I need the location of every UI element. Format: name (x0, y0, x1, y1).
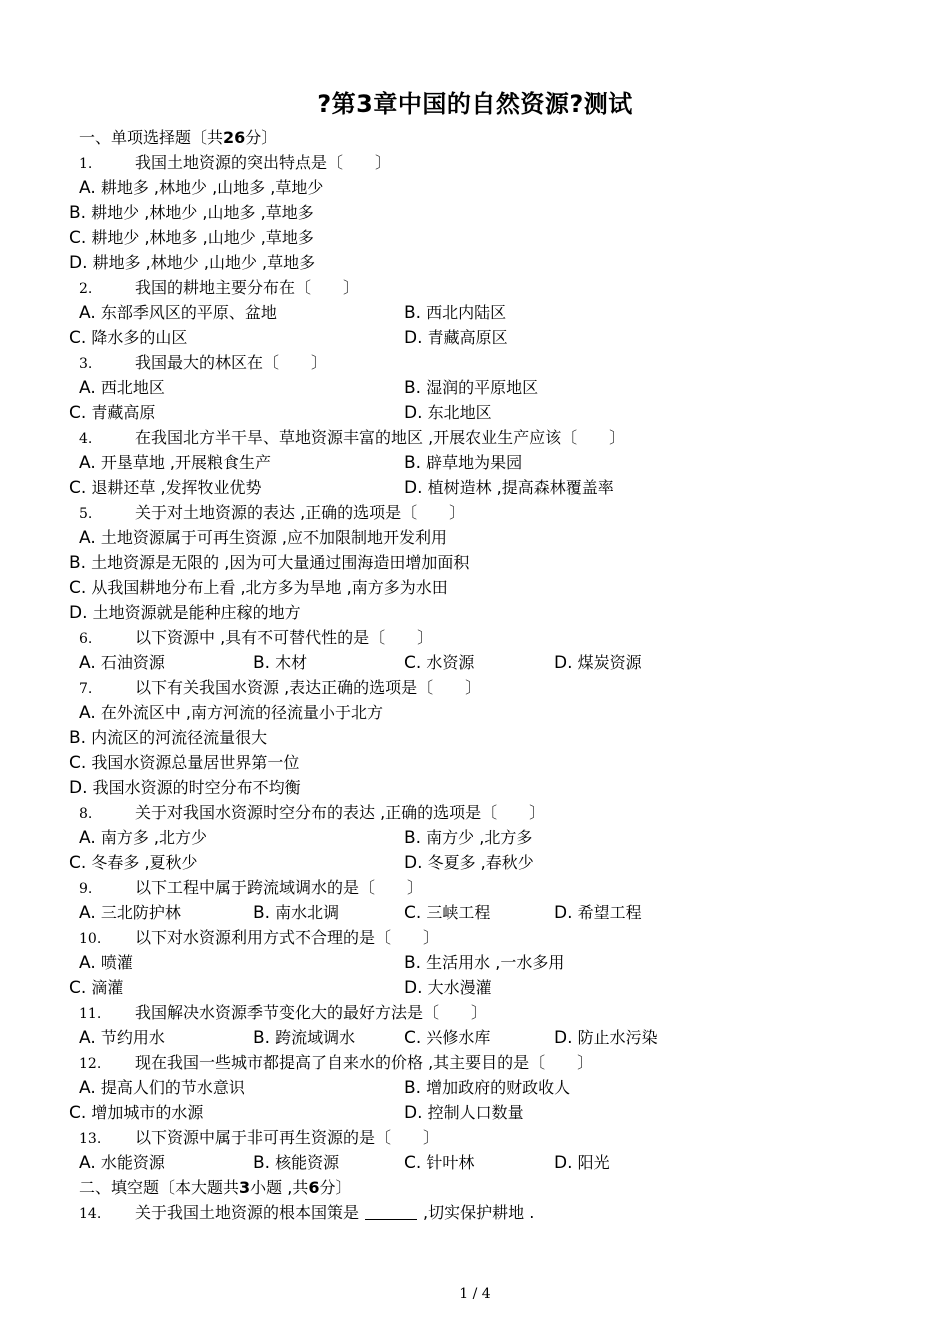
option-text: 跨流域调水 (275, 1028, 356, 1047)
option-label: B. (253, 1153, 271, 1173)
answer-option[interactable] (404, 452, 522, 474)
option-text: 水资源 (426, 653, 475, 672)
option-label: D. (404, 978, 423, 998)
option-label: A. (79, 528, 96, 548)
option-label: B. (404, 1078, 422, 1098)
question-stem-line (79, 277, 359, 300)
answer-option[interactable] (79, 652, 165, 674)
option-label: A. (79, 828, 96, 848)
answer-option[interactable] (69, 227, 314, 249)
answer-option[interactable] (253, 1027, 355, 1049)
option-text: 开垦草地 ,开展粮食生产 (100, 453, 272, 472)
option-label: B. (69, 553, 87, 573)
answer-option[interactable] (79, 952, 133, 974)
option-text: 控制人口数量 (427, 1103, 524, 1122)
answer-option[interactable] (69, 477, 262, 499)
option-label: B. (253, 1028, 271, 1048)
option-text: 东部季风区的平原、盆地 (100, 303, 277, 322)
answer-option[interactable] (69, 577, 448, 599)
answer-option[interactable] (69, 327, 187, 349)
question-stem: 以下对水资源利用方式不合理的是〔 〕 (135, 928, 440, 947)
option-label: C. (69, 403, 87, 423)
question-number: 13. (79, 1131, 102, 1147)
option-text: 西北地区 (100, 378, 165, 397)
option-text: 降水多的山区 (91, 328, 188, 347)
question-number: 6. (79, 631, 93, 647)
option-text: 增加政府的财政收人 (426, 1078, 571, 1097)
answer-option[interactable] (404, 1077, 570, 1099)
question-stem: 关于对土地资源的表达 ,正确的选项是〔 〕 (135, 503, 466, 522)
option-label: B. (253, 653, 271, 673)
answer-option[interactable] (404, 377, 538, 399)
answer-option[interactable] (253, 1152, 339, 1174)
answer-option[interactable] (404, 952, 564, 974)
option-label: B. (69, 728, 87, 748)
option-text: 南方多 ,北方少 (100, 828, 208, 847)
answer-option[interactable] (554, 1152, 610, 1174)
option-label: D. (404, 478, 423, 498)
option-label: B. (404, 378, 422, 398)
answer-option[interactable] (404, 652, 474, 674)
option-text: 耕地多 ,林地少 ,山地多 ,草地少 (100, 178, 324, 197)
option-text: 水能资源 (100, 1153, 165, 1172)
option-text: 石油资源 (100, 653, 165, 672)
answer-option[interactable] (69, 977, 123, 999)
question-stem-line (79, 877, 423, 900)
answer-option[interactable] (404, 327, 508, 349)
answer-option[interactable] (79, 1152, 165, 1174)
option-text: 青藏高原区 (427, 328, 508, 347)
option-text: 煤炭资源 (577, 653, 642, 672)
option-text: 植树造林 ,提高森林覆盖率 (427, 478, 614, 497)
option-text: 在外流区中 ,南方河流的径流量小于北方 (100, 703, 384, 722)
question-number: 10. (79, 931, 102, 947)
option-label: D. (69, 778, 88, 798)
option-text: 大水漫灌 (427, 978, 492, 997)
option-text: 青藏高原 (91, 403, 156, 422)
option-label: A. (79, 903, 96, 923)
question-number: 12. (79, 1056, 102, 1072)
option-text: 耕地少 ,林地少 ,山地多 ,草地多 (91, 203, 314, 222)
option-label: C. (69, 853, 87, 873)
option-text: 核能资源 (275, 1153, 340, 1172)
option-label: C. (404, 1028, 422, 1048)
option-text: 滴灌 (91, 978, 124, 997)
question-stem-line (79, 427, 625, 450)
question-stem-line (79, 627, 433, 650)
answer-option[interactable] (404, 902, 490, 924)
option-label: C. (69, 328, 87, 348)
question-stem-line (79, 1052, 593, 1075)
question-stem-line (79, 1127, 439, 1150)
answer-option[interactable] (69, 752, 299, 774)
question-stem-line (79, 502, 465, 525)
answer-option[interactable] (79, 702, 383, 724)
option-label: C. (69, 478, 87, 498)
option-text: 针叶林 (426, 1153, 475, 1172)
option-label: C. (404, 903, 422, 923)
option-label: A. (79, 178, 96, 198)
question-number: 7. (79, 681, 93, 697)
option-text: 湿润的平原地区 (426, 378, 539, 397)
section-heading-choice: 一、单项选择题〔共26分〕 (79, 128, 278, 147)
option-text: 东北地区 (427, 403, 492, 422)
option-text: 增加城市的水源 (91, 1103, 204, 1122)
option-text: 内流区的河流径流量很大 (91, 728, 268, 747)
answer-option[interactable] (79, 902, 181, 924)
answer-option[interactable] (69, 727, 267, 749)
answer-option[interactable] (79, 527, 447, 549)
question-stem: 以下资源中属于非可再生资源的是〔 〕 (135, 1128, 440, 1147)
answer-option[interactable] (404, 302, 506, 324)
option-text: 辟草地为果园 (426, 453, 523, 472)
option-label: A. (79, 1028, 96, 1048)
option-label: C. (69, 228, 87, 248)
section-heading-fill: 二、填空题〔本大题共3小题 ,共6分〕 (79, 1178, 352, 1197)
option-text: 土地资源是无限的 ,因为可大量通过围海造田增加面积 (91, 553, 470, 572)
option-label: C. (69, 578, 87, 598)
option-text: 希望工程 (577, 903, 642, 922)
answer-option[interactable] (69, 402, 155, 424)
option-label: B. (404, 453, 422, 473)
answer-option[interactable] (404, 827, 532, 849)
answer-option[interactable] (79, 452, 271, 474)
question-stem: 以下有关我国水资源 ,表达正确的选项是〔 〕 (135, 678, 482, 697)
answer-option[interactable] (404, 1102, 524, 1124)
question-number: 8. (79, 806, 93, 822)
answer-option[interactable] (404, 402, 492, 424)
option-label: A. (79, 378, 96, 398)
option-text: 防止水污染 (577, 1028, 658, 1047)
option-text: 木材 (275, 653, 308, 672)
answer-option[interactable] (69, 202, 314, 224)
answer-option[interactable] (79, 177, 323, 199)
option-label: D. (404, 403, 423, 423)
answer-option[interactable] (79, 1077, 245, 1099)
option-text: 阳光 (577, 1153, 610, 1172)
option-label: D. (404, 1103, 423, 1123)
option-label: C. (404, 653, 422, 673)
option-label: C. (404, 1153, 422, 1173)
answer-option[interactable] (69, 552, 469, 574)
option-label: B. (69, 203, 87, 223)
answer-option[interactable] (404, 1027, 490, 1049)
option-label: D. (554, 653, 573, 673)
option-label: C. (69, 978, 87, 998)
option-label: D. (69, 253, 88, 273)
answer-option[interactable] (253, 902, 339, 924)
answer-option[interactable] (69, 252, 315, 274)
option-text: 退耕还草 ,发挥牧业优势 (91, 478, 262, 497)
question-stem: 我国最大的林区在〔 〕 (135, 353, 328, 372)
question-stem: 现在我国一些城市都提高了自来水的价格 ,其主要目的是〔 〕 (135, 1053, 594, 1072)
answer-option[interactable] (79, 827, 207, 849)
answer-option[interactable] (404, 852, 534, 874)
question-number: 14. (79, 1206, 102, 1222)
option-text: 土地资源属于可再生资源 ,应不加限制地开发利用 (100, 528, 448, 547)
question-number: 4. (79, 431, 93, 447)
option-text: 南水北调 (275, 903, 340, 922)
option-label: A. (79, 653, 96, 673)
answer-option[interactable] (79, 1027, 165, 1049)
option-text: 兴修水库 (426, 1028, 491, 1047)
page-number: 1 / 4 (459, 1286, 491, 1302)
answer-option[interactable] (404, 1152, 474, 1174)
option-label: B. (404, 303, 422, 323)
question-stem-line (79, 677, 481, 700)
option-text: 三峡工程 (426, 903, 491, 922)
question-stem: 我国土地资源的突出特点是〔 〕 (135, 153, 392, 172)
option-label: C. (69, 753, 87, 773)
option-text: 冬春多 ,夏秋少 (91, 853, 198, 872)
option-text: 三北防护林 (100, 903, 181, 922)
question-number: 11. (79, 1006, 102, 1022)
question-number: 1. (79, 156, 93, 172)
answer-option[interactable] (69, 777, 301, 799)
option-label: D. (404, 328, 423, 348)
question-number: 9. (79, 881, 93, 897)
document-title: ?第3章中国的自然资源?测试 (317, 90, 633, 118)
question-stem-line (79, 1002, 487, 1025)
option-text: 南方少 ,北方多 (426, 828, 533, 847)
question-stem: 我国的耕地主要分布在〔 〕 (135, 278, 360, 297)
question-stem: 关于我国土地资源的根本国策是 (135, 1203, 360, 1222)
question-number: 5. (79, 506, 93, 522)
question-stem-line (79, 352, 327, 375)
option-text: 从我国耕地分布上看 ,北方多为旱地 ,南方多为水田 (91, 578, 448, 597)
answer-option[interactable] (404, 477, 614, 499)
option-label: D. (554, 1028, 573, 1048)
answer-option[interactable] (69, 602, 301, 624)
option-label: D. (404, 853, 423, 873)
option-text: 冬夏多 ,春秋少 (427, 853, 534, 872)
option-text: 西北内陆区 (426, 303, 507, 322)
option-label: D. (554, 1153, 573, 1173)
option-text: 耕地少 ,林地多 ,山地少 ,草地多 (91, 228, 314, 247)
answer-option[interactable] (69, 852, 198, 874)
question-stem: 我国解决水资源季节变化大的最好方法是〔 〕 (135, 1003, 488, 1022)
option-label: A. (79, 953, 96, 973)
answer-option[interactable] (554, 652, 642, 674)
answer-option[interactable] (554, 902, 642, 924)
question-stem-line (79, 927, 439, 950)
option-label: D. (554, 903, 573, 923)
option-text: 耕地多 ,林地少 ,山地少 ,草地多 (92, 253, 316, 272)
question-stem: 在我国北方半干旱、草地资源丰富的地区 ,开展农业生产应该〔 〕 (135, 428, 626, 447)
option-text: 我国水资源总量居世界第一位 (91, 753, 300, 772)
option-label: A. (79, 453, 96, 473)
option-text: 提高人们的节水意识 (100, 1078, 245, 1097)
answer-option[interactable] (554, 1027, 658, 1049)
question-number: 2. (79, 281, 93, 297)
option-text: 节约用水 (100, 1028, 165, 1047)
answer-option[interactable] (79, 302, 277, 324)
option-label: B. (404, 828, 422, 848)
option-text: 喷灌 (100, 953, 133, 972)
option-label: B. (253, 903, 271, 923)
question-stem-line (79, 802, 545, 825)
question-stem-line (79, 152, 391, 175)
option-label: A. (79, 1153, 96, 1173)
answer-option[interactable] (253, 652, 307, 674)
question-stem: 关于对我国水资源时空分布的表达 ,正确的选项是〔 〕 (135, 803, 546, 822)
answer-blank[interactable] (365, 1203, 417, 1220)
question-stem: 以下工程中属于跨流域调水的是〔 〕 (135, 878, 424, 897)
option-label: A. (79, 1078, 96, 1098)
answer-option[interactable] (404, 977, 492, 999)
option-text: 我国水资源的时空分布不均衡 (92, 778, 301, 797)
option-label: A. (79, 303, 96, 323)
question-number: 3. (79, 356, 93, 372)
option-label: B. (404, 953, 422, 973)
fill-question: 14. 关于我国土地资源的根本国策是 ,切实保护耕地 . (79, 1202, 534, 1225)
question-stem: 以下资源中 ,具有不可替代性的是〔 〕 (135, 628, 434, 647)
answer-option[interactable] (69, 1102, 203, 1124)
option-label: A. (79, 703, 96, 723)
answer-option[interactable] (79, 377, 165, 399)
option-text: 生活用水 ,一水多用 (426, 953, 565, 972)
option-label: C. (69, 1103, 87, 1123)
option-text: 土地资源就是能种庄稼的地方 (92, 603, 301, 622)
option-label: D. (69, 603, 88, 623)
